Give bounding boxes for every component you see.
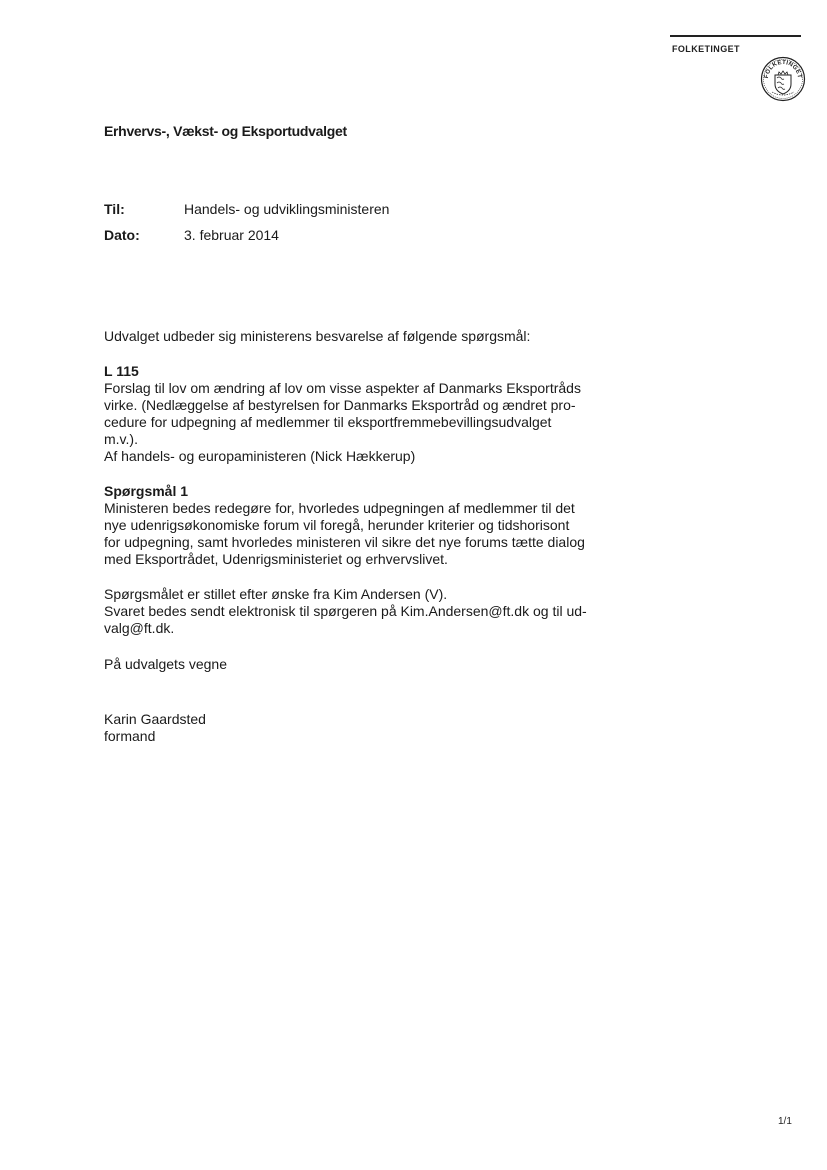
committee-name: Erhvervs-, Vækst- og Eksportudvalget bbox=[104, 123, 347, 139]
question-line: nye udenrigsøkonomiske forum vil foregå, herunder kriterier og tidshorisont bbox=[104, 517, 570, 533]
til-label: Til: bbox=[104, 201, 125, 217]
bill-line: cedure for udpegning af medlemmer til eksportfremmebevillingsudvalget bbox=[104, 414, 552, 430]
bill-line: m.v.). bbox=[104, 431, 138, 447]
seal-text: FOLKETINGET bbox=[763, 59, 803, 79]
header-rule bbox=[670, 35, 801, 37]
note-line: Svaret bedes sendt elektronisk til spørgeren på Kim.Andersen@ft.dk og til ud- bbox=[104, 603, 587, 619]
signature-title: formand bbox=[104, 728, 156, 744]
bill-line: Forslag til lov om ændring af lov om visse aspekter af Danmarks Eksportråds bbox=[104, 380, 581, 396]
bill-line: Af handels- og europaministeren (Nick Hækkerup) bbox=[104, 448, 416, 464]
bill-number: L 115 bbox=[104, 363, 139, 379]
folketinget-seal-icon bbox=[760, 56, 806, 102]
note-line: valg@ft.dk. bbox=[104, 620, 175, 636]
signature-name: Karin Gaardsted bbox=[104, 711, 206, 727]
signoff: På udvalgets vegne bbox=[104, 656, 227, 672]
til-value: Handels- og udviklingsministeren bbox=[184, 201, 390, 217]
question-section bbox=[104, 483, 604, 568]
note-section bbox=[104, 586, 604, 637]
bill-line: virke. (Nedlæggelse af bestyrelsen for Danmarks Eksportråd og ændret pro- bbox=[104, 397, 576, 413]
question-title: Spørgsmål 1 bbox=[104, 483, 189, 499]
question-line: for udpegning, samt hvorledes ministeren vil sikre det nye forums tætte dialog bbox=[104, 534, 585, 550]
question-line: Ministeren bedes redegøre for, hvorledes udpegningen af medlemmer til det bbox=[104, 500, 575, 516]
question-line: med Eksportrådet, Udenrigsministeriet og erhvervslivet. bbox=[104, 551, 448, 567]
bill-section bbox=[104, 363, 604, 465]
dato-label: Dato: bbox=[104, 227, 140, 243]
page-number: 1/1 bbox=[778, 1116, 792, 1127]
org-name: FOLKETINGET bbox=[672, 44, 740, 54]
dato-value: 3. februar 2014 bbox=[184, 227, 279, 243]
intro-paragraph: Udvalget udbeder sig ministerens besvarelse af følgende spørgsmål: bbox=[104, 328, 531, 344]
note-line: Spørgsmålet er stillet efter ønske fra Kim Andersen (V). bbox=[104, 586, 448, 602]
signature-block bbox=[104, 711, 604, 745]
